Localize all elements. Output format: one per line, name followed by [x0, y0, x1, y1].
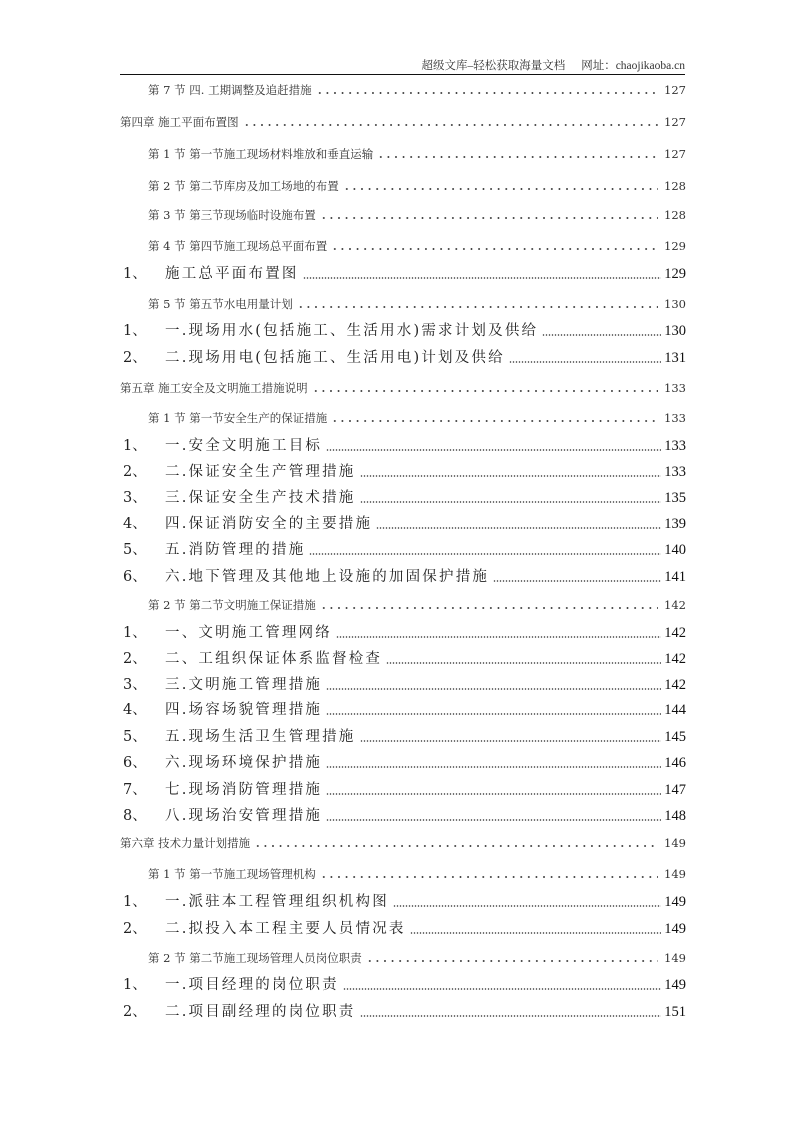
toc-entry-title: 四.场容场貌管理措施: [165, 702, 323, 718]
toc-entry-label: 第 7 节 四. 工期调整及追赶措施: [148, 83, 312, 97]
toc-entry-title: 七.现场消防管理措施: [165, 782, 323, 798]
dot-leader: [358, 1002, 663, 1022]
toc-section-entry[interactable]: [148, 408, 686, 428]
toc-entry-number: 6、: [123, 569, 147, 585]
dot-leader: [375, 144, 662, 164]
toc-entry-label: [123, 623, 334, 643]
toc-section-entry[interactable]: [148, 236, 686, 256]
toc-entry-number: 2、: [123, 921, 147, 937]
toc-entry-title: 六.地下管理及其他地上设施的加固保护措施: [165, 569, 490, 585]
toc-entry-label: 第 5 节 第五节水电用量计划: [148, 297, 293, 311]
dot-leader: [324, 780, 662, 800]
dot-leader: [374, 514, 662, 534]
dot-leader: [324, 700, 662, 720]
toc-entry-number: 1、: [123, 977, 147, 993]
toc-entry-label: [123, 975, 341, 995]
toc-entry-title: 一.项目经理的岗位职责: [165, 977, 339, 993]
toc-page-number: 140: [664, 542, 686, 558]
toc-page-number: 130: [664, 323, 686, 339]
toc-entry-title: 五.消防管理的措施: [165, 542, 306, 558]
toc-entry-title: 二.拟投入本工程主要人员情况表: [165, 921, 406, 937]
dot-leader: [324, 753, 662, 773]
toc-page-number: 145: [664, 729, 686, 745]
toc-page-number: 149: [664, 867, 686, 881]
toc-entry-label: [123, 567, 491, 587]
toc-entry-label: [123, 753, 324, 773]
toc-entry-label: 第六章 技术力量计划措施: [120, 836, 251, 850]
dot-leader: [310, 378, 662, 398]
toc-entry-number: 4、: [123, 516, 147, 532]
toc-entry-label: [123, 780, 324, 800]
toc-entry-number: 1、: [123, 438, 147, 454]
toc-item-entry[interactable]: [123, 488, 686, 508]
toc-entry-number: 1、: [123, 323, 147, 339]
toc-item-entry[interactable]: [123, 264, 686, 284]
toc-section-entry[interactable]: [148, 294, 686, 314]
toc-entry-title: 三.保证安全生产技术措施: [165, 490, 356, 506]
toc-section-entry[interactable]: [148, 80, 686, 100]
toc-page-number: 129: [664, 239, 686, 253]
toc-entry-label: [123, 321, 540, 341]
dot-leader: [318, 205, 662, 225]
toc-entry-number: 1、: [123, 894, 147, 910]
toc-entry-number: 5、: [123, 729, 147, 745]
toc-section-entry[interactable]: [148, 205, 686, 225]
toc-entry-number: 7、: [123, 782, 147, 798]
toc-entry-label: [123, 540, 307, 560]
toc-page-number: 127: [664, 115, 686, 129]
dot-leader: [491, 567, 662, 587]
toc-entry-title: 四.保证消防安全的主要措施: [165, 516, 373, 532]
toc-page-number: 129: [664, 266, 686, 282]
toc-entry-title: 一.安全文明施工目标: [165, 438, 323, 454]
toc-item-entry[interactable]: [123, 540, 686, 560]
dot-leader: [324, 436, 662, 456]
dot-leader: [358, 727, 663, 747]
toc-item-entry[interactable]: [123, 727, 686, 747]
dot-leader: [358, 488, 663, 508]
toc-page-number: 141: [664, 569, 686, 585]
toc-page-number: 133: [664, 464, 686, 480]
toc-entry-title: 二、工组织保证体系监督检查: [165, 651, 383, 667]
dot-leader: [241, 112, 662, 132]
dot-leader: [318, 595, 662, 615]
toc-entry-title: 二.现场用电(包括施工、生活用电)计划及供给: [165, 350, 505, 366]
toc-item-entry[interactable]: [123, 700, 686, 720]
toc-page-number: 127: [664, 83, 686, 97]
toc-entry-title: 二.项目副经理的岗位职责: [165, 1004, 356, 1020]
toc-page-number: 142: [664, 598, 686, 612]
toc-page-number: 149: [664, 836, 686, 850]
toc-entry-label: 第 2 节 第二节施工现场管理人员岗位职责: [148, 951, 362, 965]
toc-item-entry[interactable]: [123, 623, 686, 643]
toc-entry-number: 2、: [123, 350, 147, 366]
toc-page-number: 139: [664, 516, 686, 532]
toc-entry-number: 2、: [123, 464, 147, 480]
toc-entry-title: 五.现场生活卫生管理措施: [165, 729, 356, 745]
toc-item-entry[interactable]: [123, 567, 686, 587]
toc-page-number: 149: [664, 951, 686, 965]
toc-entry-label: 第 2 节 第二节库房及加工场地的布置: [148, 179, 339, 193]
toc-page-number: 128: [664, 208, 686, 222]
toc-entry-label: 第 1 节 第一节施工现场管理机构: [148, 867, 316, 881]
toc-item-entry[interactable]: [123, 1002, 686, 1022]
toc-page-number: 142: [664, 651, 686, 667]
toc-chapter-entry[interactable]: [120, 378, 686, 398]
toc-item-entry[interactable]: [123, 975, 686, 995]
toc-item-entry[interactable]: [123, 514, 686, 534]
toc-item-entry[interactable]: [123, 892, 686, 912]
toc-entry-label: [123, 727, 358, 747]
dot-leader: [334, 623, 662, 643]
dot-leader: [341, 975, 662, 995]
dot-leader: [329, 408, 662, 428]
toc-entry-title: 一、文明施工管理网络: [165, 625, 332, 641]
toc-entry-number: 3、: [123, 490, 147, 506]
toc-chapter-entry[interactable]: [120, 833, 686, 853]
toc-entry-number: 5、: [123, 542, 147, 558]
dot-leader: [314, 80, 662, 100]
toc-page-number: 142: [664, 677, 686, 693]
toc-entry-label: [123, 488, 358, 508]
toc-entry-number: 1、: [123, 625, 147, 641]
toc-entry-label: [123, 348, 507, 368]
dot-leader: [391, 892, 662, 912]
dot-leader: [364, 948, 662, 968]
toc-item-entry[interactable]: [123, 806, 686, 826]
toc-page-number: 133: [664, 411, 686, 425]
toc-entry-label: 第四章 施工平面布置图: [120, 115, 239, 129]
dot-leader: [358, 462, 663, 482]
toc-page-number: 142: [664, 625, 686, 641]
toc-entry-title: 二.保证安全生产管理措施: [165, 464, 356, 480]
toc-entry-title: 八.现场治安管理措施: [165, 808, 323, 824]
toc-page-number: 130: [664, 297, 686, 311]
toc-section-entry[interactable]: [148, 595, 686, 615]
toc-item-entry[interactable]: [123, 436, 686, 456]
dot-leader: [341, 176, 662, 196]
toc-section-entry[interactable]: [148, 948, 686, 968]
toc-item-entry[interactable]: [123, 321, 686, 341]
toc-item-entry[interactable]: [123, 780, 686, 800]
toc-entry-title: 施工总平面布置图: [165, 266, 299, 282]
toc-entry-number: 1、: [123, 266, 147, 282]
header-text: [421, 57, 685, 73]
toc-entry-label: [123, 514, 374, 534]
toc-entry-label: [123, 1002, 358, 1022]
toc-entry-number: 6、: [123, 755, 147, 771]
toc-entry-title: 六.现场环境保护措施: [165, 755, 323, 771]
dot-leader: [329, 236, 662, 256]
toc-entry-title: 一.现场用水(包括施工、生活用水)需求计划及供给: [165, 323, 539, 339]
page-header: [120, 56, 685, 75]
toc-entry-label: [123, 919, 408, 939]
toc-entry-label: [123, 649, 384, 669]
toc-entry-label: [123, 675, 324, 695]
toc-page-number: 135: [664, 490, 686, 506]
dot-leader: [540, 321, 662, 341]
toc-entry-label: [123, 892, 391, 912]
toc-entry-label: [123, 462, 358, 482]
dot-leader: [507, 348, 662, 368]
toc-entry-label: 第 1 节 第一节施工现场材料堆放和垂直运输: [148, 147, 374, 161]
toc-item-entry[interactable]: [123, 919, 686, 939]
toc-entry-label: [123, 264, 301, 284]
header-site-name: 超级文库–轻松获取海量文档: [421, 60, 566, 72]
toc-page-number: 149: [664, 921, 686, 937]
toc-page-number: 146: [664, 755, 686, 771]
dot-leader: [408, 919, 663, 939]
toc-entry-label: 第 4 节 第四节施工现场总平面布置: [148, 239, 328, 253]
dot-leader: [307, 540, 662, 560]
header-url: chaojikaoba.cn: [615, 60, 685, 72]
toc-page-number: 148: [664, 808, 686, 824]
dot-leader: [324, 806, 662, 826]
toc-item-entry[interactable]: [123, 649, 686, 669]
dot-leader: [324, 675, 662, 695]
toc-section-entry[interactable]: [148, 864, 686, 884]
toc-page-number: 133: [664, 381, 686, 395]
toc-page-number: 147: [664, 782, 686, 798]
toc-item-entry[interactable]: [123, 462, 686, 482]
toc-entry-number: 4、: [123, 702, 147, 718]
toc-item-entry[interactable]: [123, 675, 686, 695]
toc-entry-title: 三.文明施工管理措施: [165, 677, 323, 693]
toc-chapter-entry[interactable]: [120, 112, 686, 132]
dot-leader: [384, 649, 662, 669]
toc-page-number: 144: [664, 702, 686, 718]
dot-leader: [318, 864, 662, 884]
dot-leader: [301, 264, 663, 284]
toc-entry-label: [123, 436, 324, 456]
header-url-label: 网址：: [581, 60, 616, 72]
toc-page-number: 127: [664, 147, 686, 161]
toc-section-entry[interactable]: [148, 176, 686, 196]
toc-page-number: 149: [664, 894, 686, 910]
dot-leader: [295, 294, 662, 314]
toc-entry-label: [123, 700, 324, 720]
toc-entry-number: 2、: [123, 651, 147, 667]
toc-entry-number: 8、: [123, 808, 147, 824]
toc-entry-label: 第 3 节 第三节现场临时设施布置: [148, 208, 316, 222]
toc-page-number: 133: [664, 438, 686, 454]
toc-item-entry[interactable]: [123, 753, 686, 773]
toc-section-entry[interactable]: [148, 144, 686, 164]
toc-entry-number: 3、: [123, 677, 147, 693]
toc-entry-label: 第 2 节 第二节文明施工保证措施: [148, 598, 316, 612]
toc-page-number: 149: [664, 977, 686, 993]
toc-page-number: 131: [664, 350, 686, 366]
dot-leader: [252, 833, 662, 853]
toc-entry-title: 一.派驻本工程管理组织机构图: [165, 894, 389, 910]
toc-entry-number: 2、: [123, 1004, 147, 1020]
toc-page-number: 128: [664, 179, 686, 193]
toc-entry-label: 第 1 节 第一节安全生产的保证措施: [148, 411, 328, 425]
toc-entry-label: [123, 806, 324, 826]
toc-page-number: 151: [664, 1004, 686, 1020]
toc-item-entry[interactable]: [123, 348, 686, 368]
toc-entry-label: 第五章 施工安全及文明施工措施说明: [120, 381, 308, 395]
